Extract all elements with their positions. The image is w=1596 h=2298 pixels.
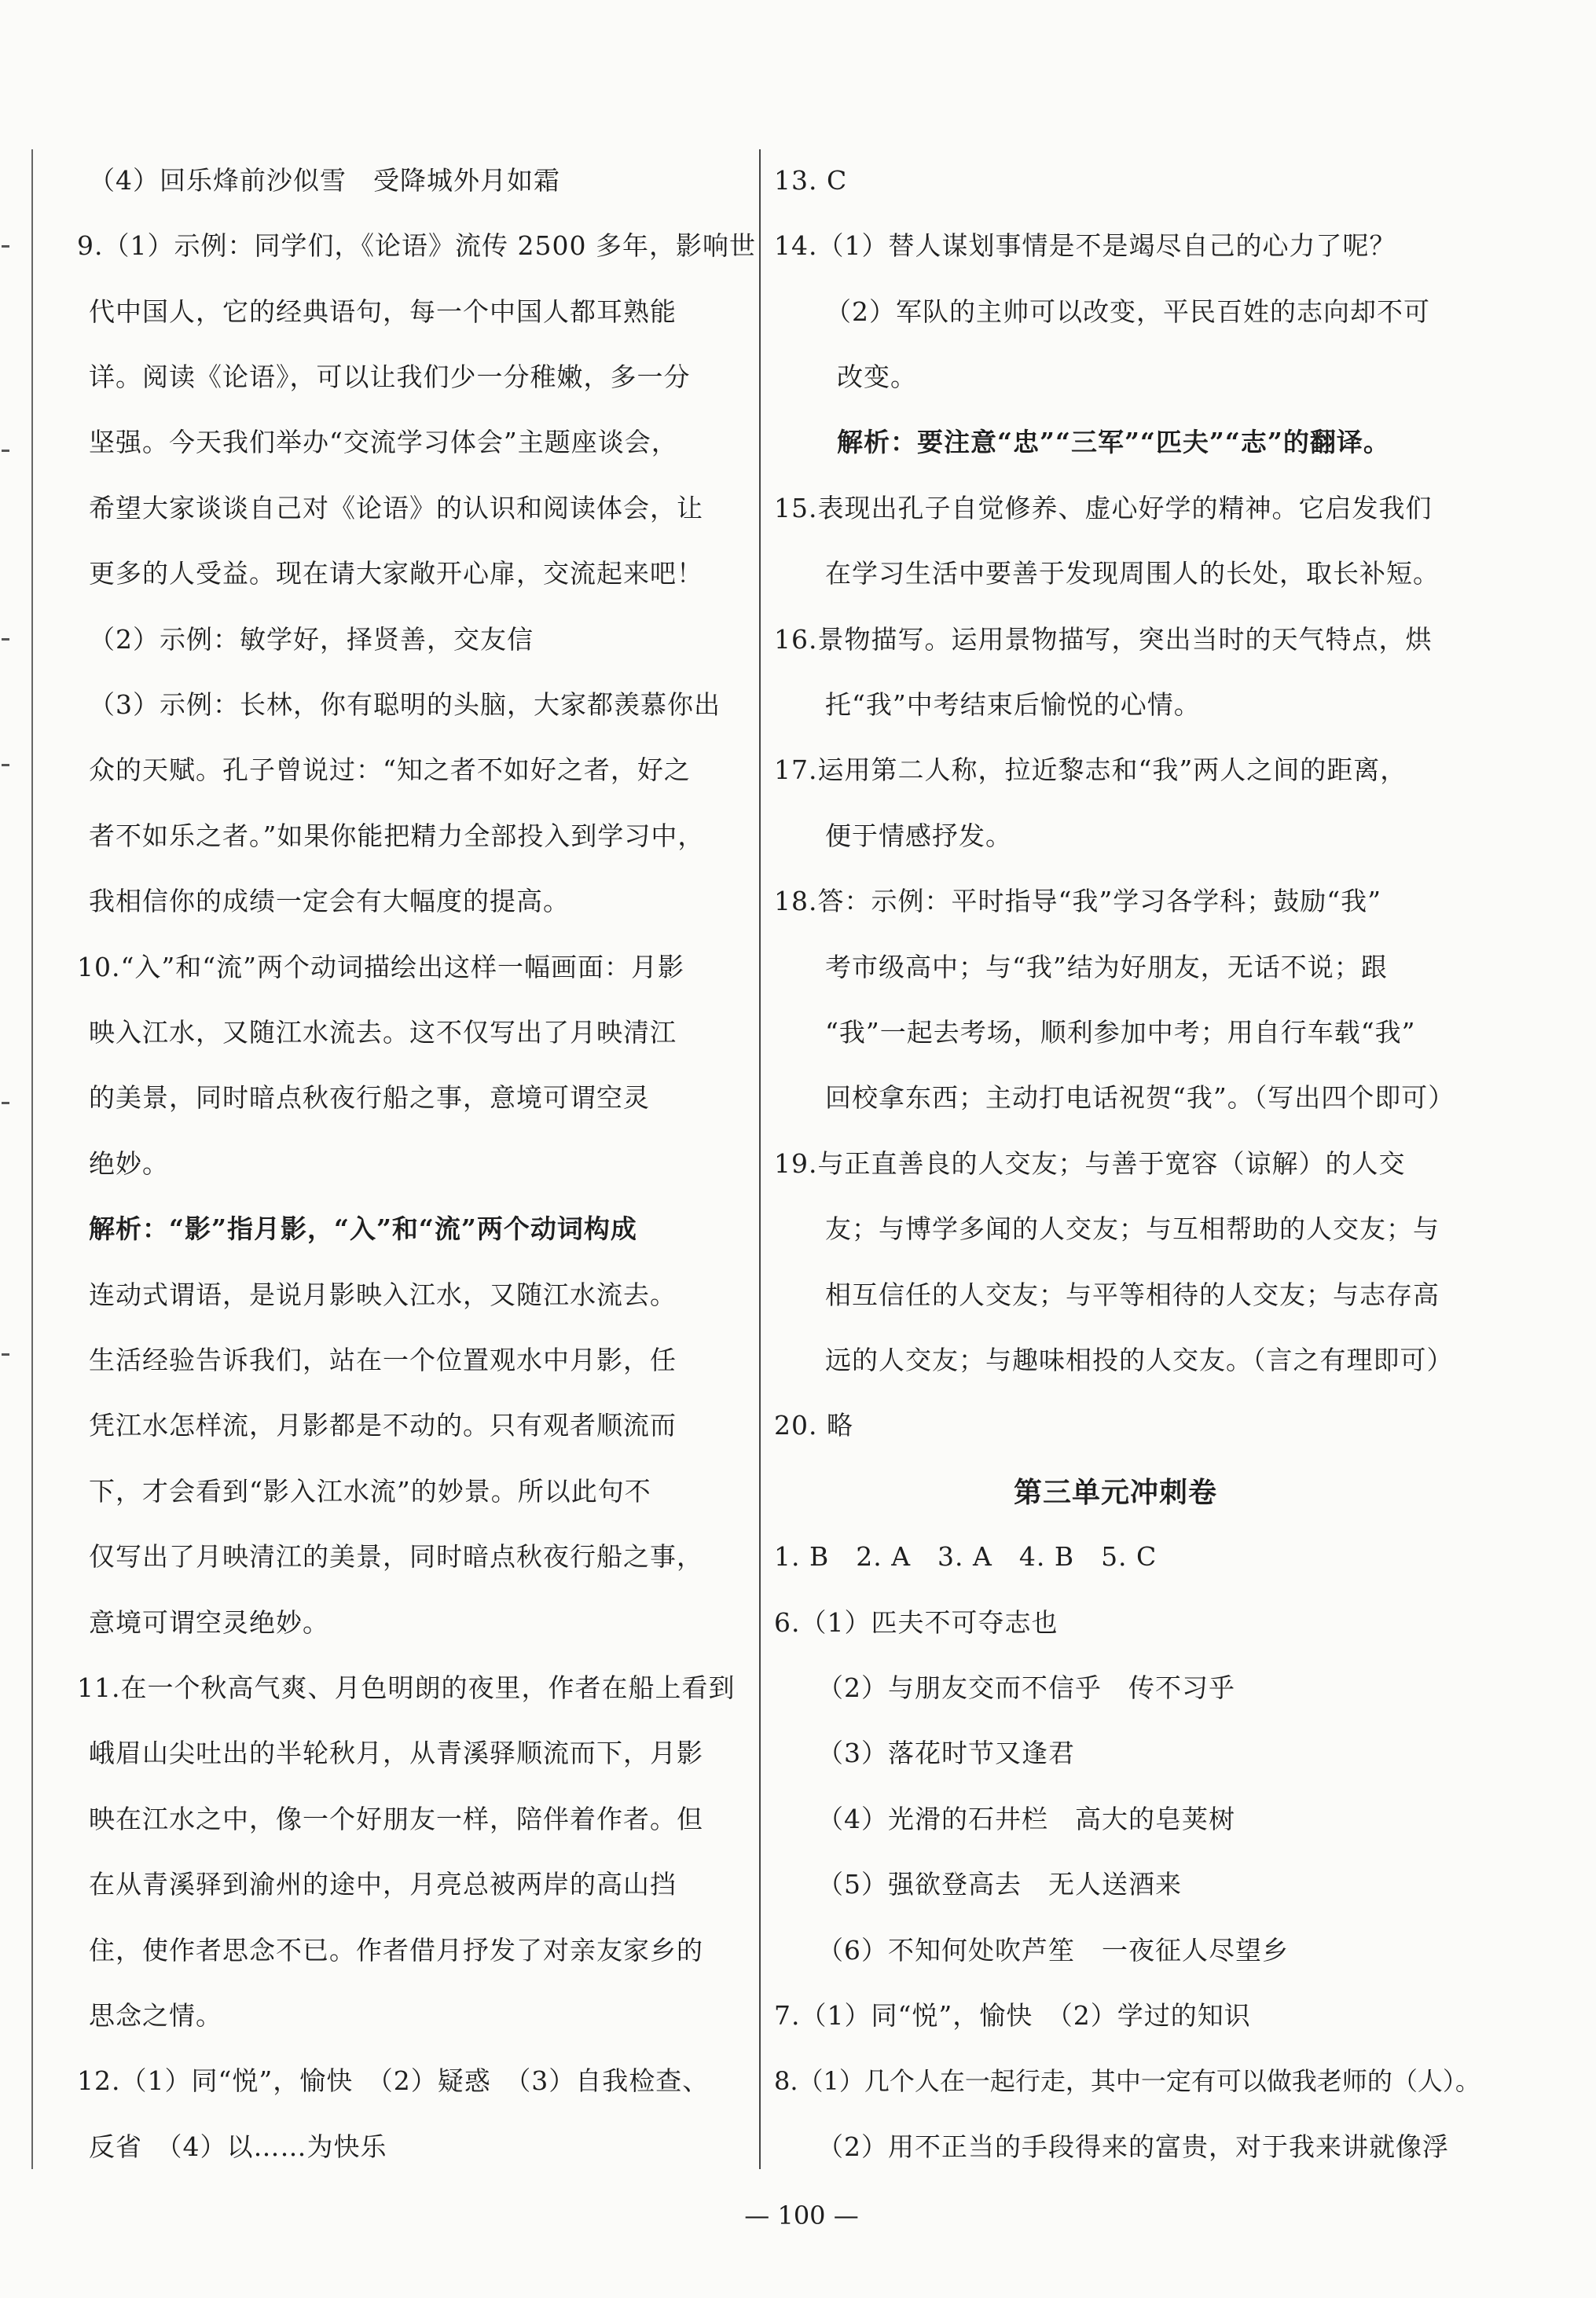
answer-line: 改变。: [837, 362, 917, 392]
answer-line: （2）与朋友交而不信乎 传不习乎: [817, 1672, 1235, 1703]
answer-line: 17.运用第二人称，拉近黎志和“我”两人之间的距离，: [774, 754, 1407, 785]
answer-line: 在学习生活中要善于发现周围人的长处，取长补短。: [825, 558, 1440, 589]
analysis-line: 解析：“影”指月影，“入”和“流”两个动词构成: [89, 1213, 637, 1244]
answer-line: 考市级高中；与“我”结为好朋友，无话不说；跟: [825, 952, 1388, 982]
answer-line: 20. 略: [774, 1410, 853, 1441]
answer-line: 8.（1）几个人在一起行走，其中一定有可以做我老师的（人）。: [774, 2066, 1480, 2096]
answer-line: 18.答：示例：平时指导“我”学习各学科；鼓励“我”: [774, 886, 1381, 916]
answer-line: 相互信任的人交友；与平等相待的人交友；与志存高: [825, 1279, 1440, 1310]
answer-line: 凭江水怎样流，月影都是不动的。只有观者顺流而: [89, 1410, 677, 1441]
answer-line: 者不如乐之者。”如果你能把精力全部投入到学习中，: [89, 820, 705, 851]
answer-line: （3）落花时节又逢君: [817, 1738, 1075, 1768]
answer-line: 众的天赋。孔子曾说过：“知之者不如好之者，好之: [89, 754, 691, 785]
answer-line: 11.在一个秋高气爽、月色明朗的夜里，作者在船上看到: [77, 1672, 736, 1703]
answer-line: 思念之情。: [89, 2000, 222, 2031]
edge-fragment-mark: [0, 1092, 13, 1121]
answer-line: 回校拿东西；主动打电话祝贺“我”。（写出四个即可）: [825, 1082, 1455, 1113]
edge-fragment-mark: [0, 440, 13, 468]
section-title: 第三单元冲刺卷: [1014, 1477, 1218, 1509]
answer-line: 7.（1）同“悦”，愉快 （2）学过的知识: [774, 2000, 1251, 2031]
answer-line: 坚强。今天我们举办“交流学习体会”主题座谈会，: [89, 427, 678, 457]
answer-line: 峨眉山尖吐出的半轮秋月，从青溪驿顺流而下，月影: [89, 1738, 703, 1768]
answer-line: 12.（1）同“悦”，愉快 （2）疑惑 （3）自我检查、: [77, 2065, 710, 2096]
answer-line: 意境可谓空灵绝妙。: [89, 1607, 329, 1638]
answer-line: 绝妙。: [89, 1148, 169, 1179]
answer-line: （2）用不正当的手段得来的富贵，对于我来讲就像浮: [817, 2131, 1449, 2162]
page-edge-rule: [31, 149, 33, 2169]
answer-line: （2）示例：敏学好，择贤善，交友信: [89, 624, 534, 655]
answer-line: 更多的人受益。现在请大家敞开心扉，交流起来吧！: [89, 558, 703, 589]
answer-line: 便于情感抒发。: [825, 820, 1012, 851]
analysis-line: 解析：要注意“忠”“三军”“匹夫”“志”的翻译。: [837, 427, 1390, 457]
answer-line: 远的人交友；与趣味相投的人交友。（言之有理即可）: [825, 1345, 1454, 1375]
answer-line: 希望大家谈谈自己对《论语》的认识和阅读体会，让: [89, 493, 703, 523]
edge-fragment-mark: [0, 236, 13, 264]
edge-fragment-mark: [0, 754, 13, 783]
answer-line: 6.（1）匹夫不可夺志也: [774, 1607, 1058, 1638]
answer-line: 14.（1）替人谋划事情是不是竭尽自己的心力了呢？: [774, 230, 1396, 261]
answer-line: 托“我”中考结束后愉悦的心情。: [825, 689, 1201, 720]
answer-line: 16.景物描写。运用景物描写，突出当时的天气特点，烘: [774, 624, 1433, 655]
edge-fragment-mark: [0, 629, 13, 657]
answer-line: （4）光滑的石井栏 高大的皂荚树: [817, 1804, 1235, 1834]
answer-line: 连动式谓语，是说月影映入江水，又随江水流去。: [89, 1279, 677, 1310]
answer-line: 住，使作者思念不已。作者借月抒发了对亲友家乡的: [89, 1935, 703, 1966]
answer-line: 10.“入”和“流”两个动词描绘出这样一幅画面：月影: [77, 952, 684, 982]
answer-line: 在从青溪驿到渝州的途中，月亮总被两岸的高山挡: [89, 1869, 677, 1900]
edge-fragment-mark: [0, 1344, 13, 1372]
answer-line: 生活经验告诉我们，站在一个位置观水中月影，任: [89, 1345, 677, 1375]
answer-line: 详。阅读《论语》，可以让我们少一分稚嫩，多一分: [89, 362, 691, 392]
answer-line: （6）不知何处吹芦笙 一夜征人尽望乡: [817, 1935, 1289, 1966]
answer-line: （5）强欲登高去 无人送酒来: [817, 1869, 1182, 1900]
answer-line: 代中国人，它的经典语句，每一个中国人都耳熟能: [89, 296, 677, 327]
answer-line: 我相信你的成绩一定会有大幅度的提高。: [89, 886, 570, 916]
answer-line: 的美景，同时暗点秋夜行船之事，意境可谓空灵: [89, 1082, 650, 1113]
answer-line: “我”一起去考场，顺利参加中考；用自行车载“我”: [825, 1017, 1416, 1048]
answer-line: 友；与博学多闻的人交友；与互相帮助的人交友；与: [825, 1213, 1440, 1244]
answer-line: 映入江水，又随江水流去。这不仅写出了月映清江: [89, 1017, 677, 1048]
answer-line: 映在江水之中，像一个好朋友一样，陪伴着作者。但: [89, 1804, 703, 1834]
column-divider: [759, 149, 761, 2169]
answer-line: （3）示例：长林，你有聪明的头脑，大家都羡慕你出: [89, 689, 721, 720]
answer-line: 反省 （4）以……为快乐: [89, 2131, 387, 2162]
answer-line: 13. C: [774, 165, 848, 196]
answer-line: （2）军队的主帅可以改变，平民百姓的志向却不可: [825, 296, 1430, 327]
answer-line: 1. B 2. A 3. A 4. B 5. C: [774, 1541, 1158, 1572]
answer-line: 9.（1）示例：同学们，《论语》流传 2500 多年，影响世: [77, 230, 756, 261]
answer-line: 15.表现出孔子自觉修养、虚心好学的精神。它启发我们: [774, 493, 1433, 523]
answer-line: 19.与正直善良的人交友；与善于宽容（谅解）的人交: [774, 1148, 1406, 1179]
page-number: — 100 —: [744, 2201, 859, 2230]
answer-line: 仅写出了月映清江的美景，同时暗点秋夜行船之事，: [89, 1541, 703, 1572]
answer-line: （4）回乐烽前沙似雪 受降城外月如霜: [89, 165, 560, 196]
answer-line: 下，才会看到“影入江水流”的妙景。所以此句不: [89, 1476, 651, 1507]
